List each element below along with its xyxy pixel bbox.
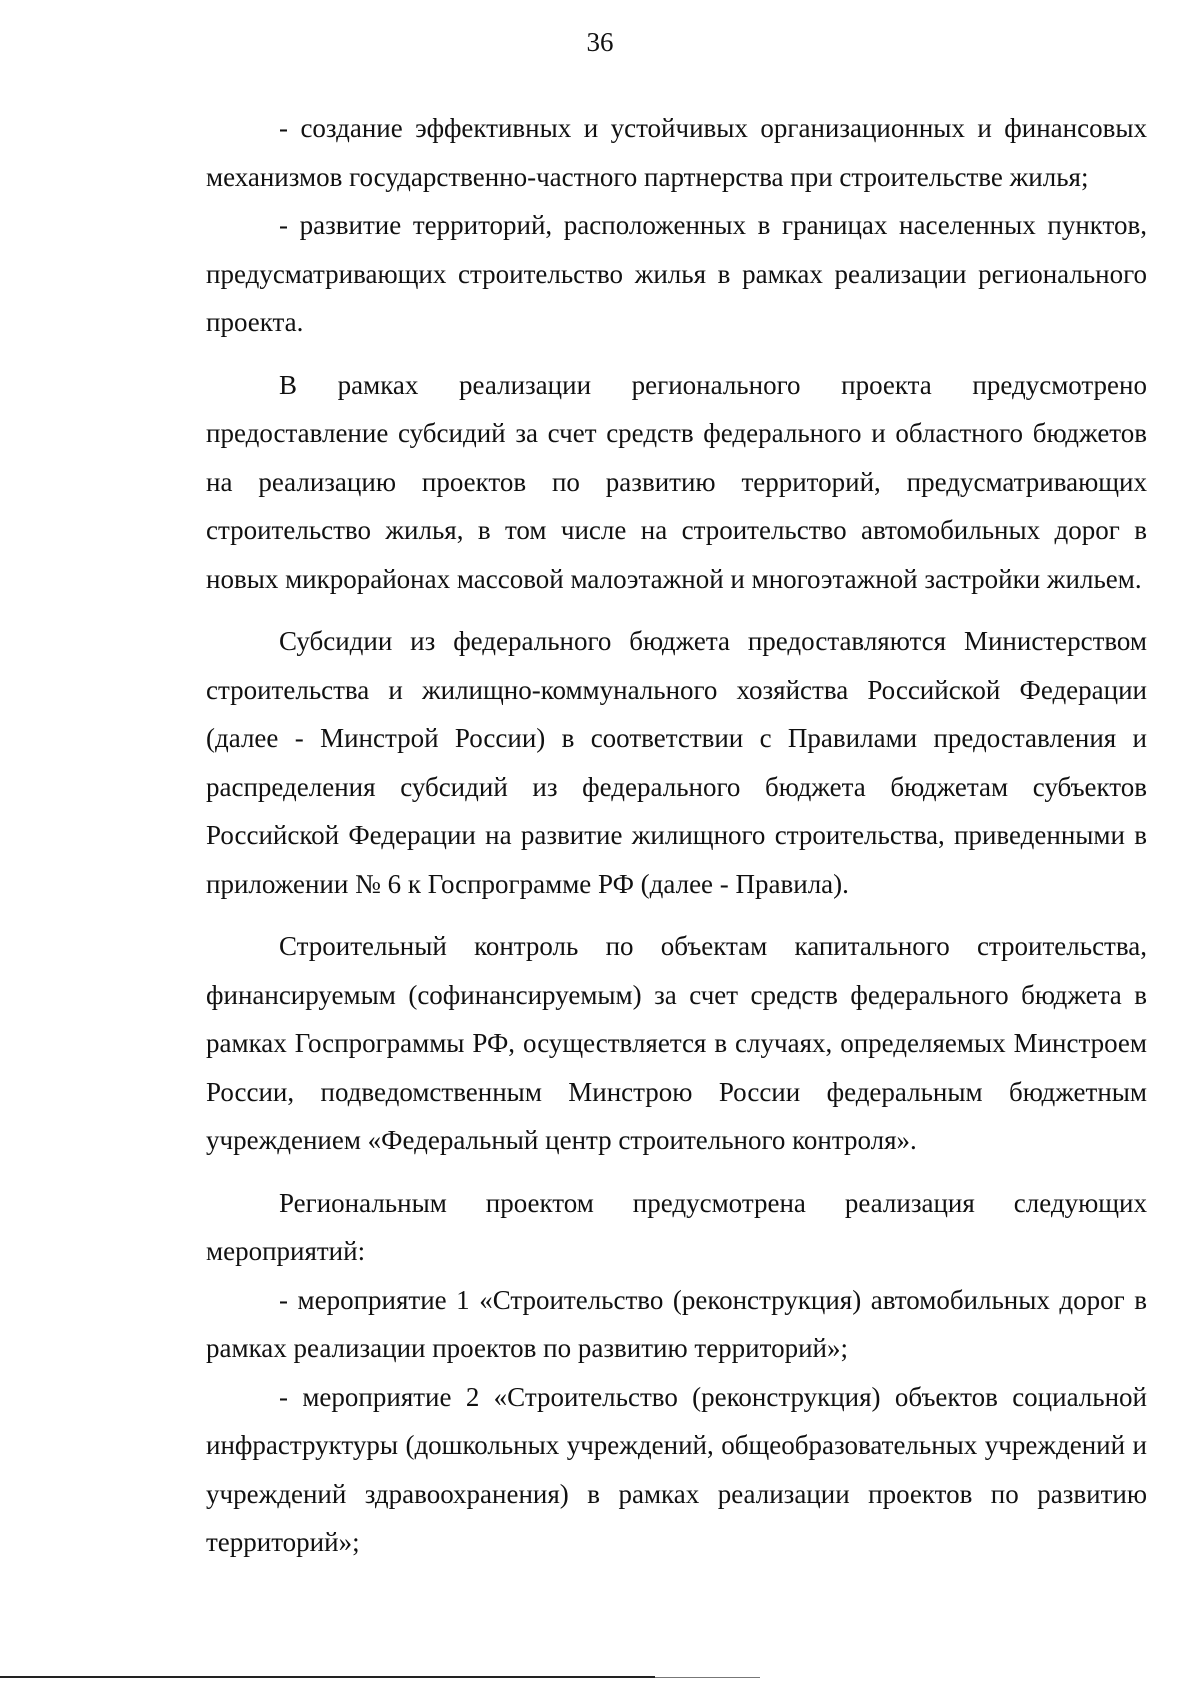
bottom-divider-line-faint — [655, 1677, 760, 1678]
page-number: 36 — [586, 27, 614, 57]
paragraph-measure-1: - мероприятие 1 «Строительство (реконструкция) автомобильных дорог в рамках реализации проектов по развитию территорий»; — [206, 1284, 1147, 1363]
paragraph-subsidies-intro: В рамках реализации регионального проекта предусмотрено предоставление субсидий за счет средств федерального и областного бюджетов на реализацию проектов по развитию территорий, предусматривающих строительство жилья, в том числе на строительство автомобильных дорог в новых микрорайонах массовой малоэтажной и многоэтажной застройки жильем. — [206, 369, 1147, 594]
paragraph-list-item-1: - создание эффективных и устойчивых организационных и финансовых механизмов государственно-частного партнерства при строительстве жилья; — [206, 113, 1147, 192]
bottom-divider-line — [0, 1676, 655, 1678]
paragraph-construction-control: Строительный контроль по объектам капитального строительства, финансируемым (софинансируемым) за счет средств федерального бюджета в рамках Госпрограммы РФ, осуществляется в случаях, определяемых Минстроем России, подведомственным Минстрою России федеральным бюджетным учреждением «Федеральный центр строительного контроля». — [206, 931, 1147, 1155]
paragraph-measure-2: - мероприятие 2 «Строительство (реконструкция) объектов социальной инфраструктуры (дошкольных учреждений, общеобразовательных учреждений и учреждений здравоохранения) в рамках реализации проектов по развитию территорий»; — [206, 1381, 1147, 1557]
paragraph-list-item-2: - развитие территорий, расположенных в границах населенных пунктов, предусматривающих строительство жилья в рамках реализации регионального проекта. — [206, 210, 1147, 337]
body-text — [206, 104, 1147, 1567]
paragraph-measures-intro: Региональным проектом предусмотрена реализация следующих мероприятий: — [206, 1187, 1147, 1266]
paragraph-federal-subsidies: Субсидии из федерального бюджета предоставляются Министерством строительства и жилищно-коммунального хозяйства Российской Федерации (далее - Минстрой России) в соответствии с Правилами предоставления и распределения субсидий из федерального бюджета бюджетам субъектов Российской Федерации на развитие жилищного строительства, приведенными в приложении № 6 к Госпрограмме РФ (далее - Правила). — [206, 626, 1147, 899]
